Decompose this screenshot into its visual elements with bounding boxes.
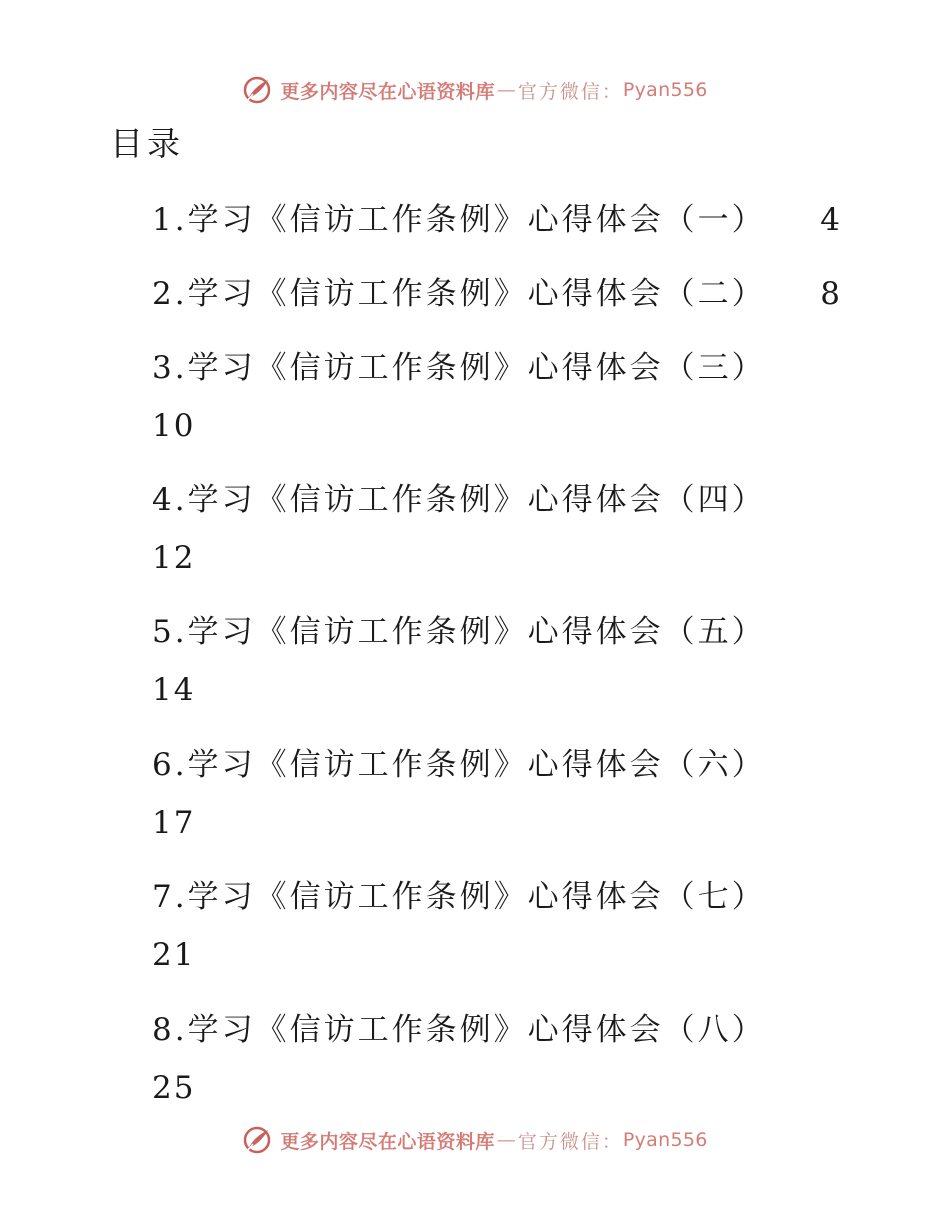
- toc-item-page: 12: [152, 540, 196, 576]
- toc-item-page: 8: [820, 276, 840, 312]
- toc-item-1[interactable]: [152, 198, 852, 242]
- banner-wechat-id: Pyan556: [622, 79, 708, 101]
- toc-item-page: 21: [152, 937, 196, 973]
- header-watermark-banner: [0, 70, 950, 110]
- toc-item-6[interactable]: [152, 743, 852, 845]
- footer-watermark-banner: [0, 1120, 950, 1160]
- banner-wechat-label: 官方微信：: [517, 1130, 623, 1153]
- banner-text: 更多内容尽在心语资料库: [280, 1130, 495, 1153]
- banner-separator: —: [496, 1129, 516, 1151]
- toc-item-label: 2.学习《信访工作条例》心得体会（二）: [152, 276, 766, 312]
- toc-item-label: 6.学习《信访工作条例》心得体会（六）: [152, 747, 766, 783]
- toc-item-3[interactable]: [152, 346, 852, 448]
- quill-logo-icon: [242, 1125, 272, 1155]
- toc-item-label: 7.学习《信访工作条例》心得体会（七）: [152, 879, 766, 915]
- banner-wechat-label: 官方微信：: [517, 80, 623, 103]
- quill-logo-icon: [242, 75, 272, 105]
- banner-separator: —: [496, 79, 516, 101]
- toc-item-page: 25: [152, 1070, 196, 1106]
- toc-item-page: 10: [152, 408, 196, 444]
- toc-item-label: 3.学习《信访工作条例》心得体会（三）: [152, 350, 766, 386]
- toc-item-4[interactable]: [152, 478, 852, 580]
- toc-item-label: 1.学习《信访工作条例》心得体会（一）: [152, 202, 766, 238]
- toc-item-7[interactable]: [152, 875, 852, 977]
- toc-item-2[interactable]: [152, 272, 852, 316]
- toc-item-label: 4.学习《信访工作条例》心得体会（四）: [152, 482, 766, 518]
- banner-wechat-id: Pyan556: [622, 1129, 708, 1151]
- toc-item-page: 17: [152, 805, 196, 841]
- toc-item-5[interactable]: [152, 610, 852, 712]
- toc-item-label: 5.学习《信访工作条例》心得体会（五）: [152, 614, 766, 650]
- banner-text: 更多内容尽在心语资料库: [280, 80, 495, 103]
- toc-title: 目录: [110, 124, 184, 163]
- toc-item-label: 8.学习《信访工作条例》心得体会（八）: [152, 1012, 766, 1048]
- toc-item-page: 4: [820, 202, 840, 238]
- toc-item-page: 14: [152, 672, 196, 708]
- toc-item-8[interactable]: [152, 1008, 852, 1110]
